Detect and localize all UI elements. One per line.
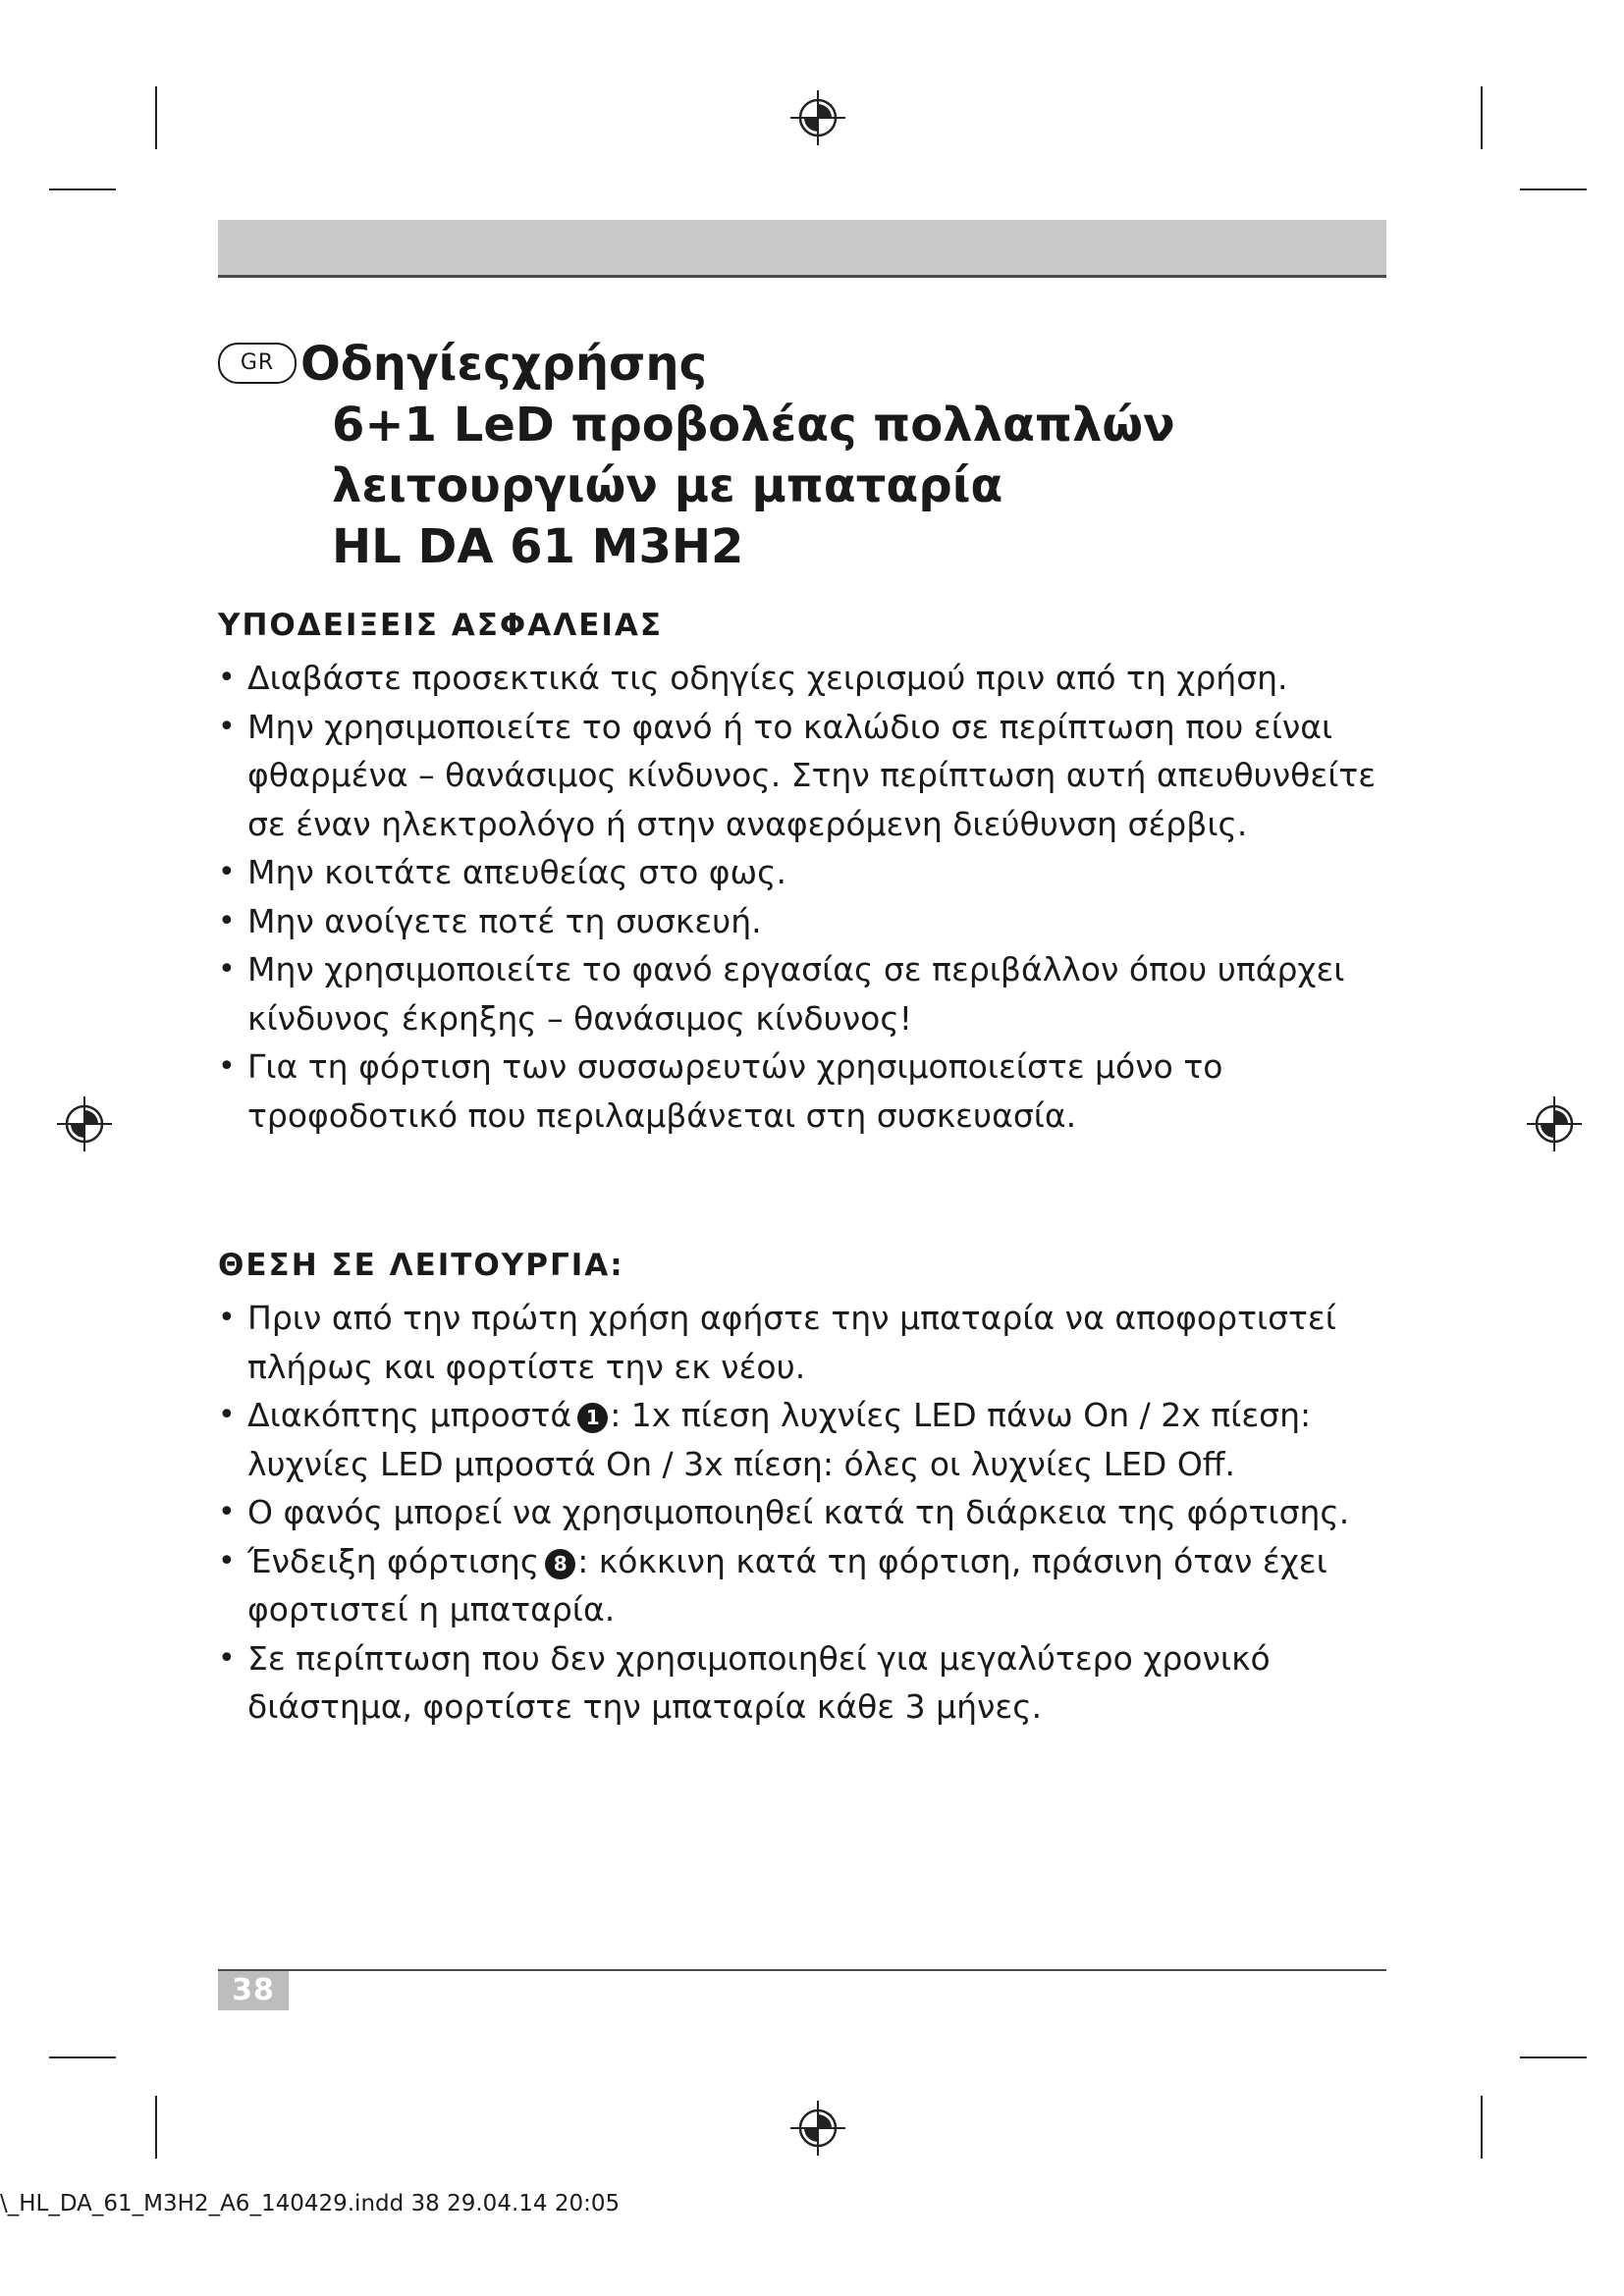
safety-section (218, 601, 1396, 1140)
title-line-3: λειτουργιών με μπαταρία (332, 458, 1003, 513)
operation-heading: ΘΕΣΗ ΣΕ ΛΕΙΤΟΥΡΓΙΑ: (218, 1248, 624, 1283)
list-item (218, 1537, 1396, 1634)
operation-list (218, 1294, 1396, 1732)
registration-mark-left-icon (57, 1096, 112, 1151)
item-text: : κόκκινη κατά τη φόρτιση, πράσινη όταν έχει φορτιστεί η μπαταρία. (247, 1541, 1327, 1629)
print-slug: \_HL_DA_61_M3H2_A6_140429.indd 38 29.04.14 20:05 (0, 2191, 621, 2216)
title-line-4: HL DA 61 M3H2 (332, 519, 744, 574)
title-line-2: 6+1 LeD προβολέας πολλαπλών (332, 398, 1175, 453)
title-line-1 (218, 334, 1396, 395)
list-item: • Ο φανός μπορεί να χρησιμοποιηθεί κατά τη διάρκεια της φόρτισης. (218, 1488, 1396, 1537)
crop-mark-top-left-vertical (155, 86, 157, 149)
operation-section (218, 1241, 1396, 1732)
safety-heading: ΥΠΟΔΕΙΞΕΙΣ ΑΣΦΑΛΕΙΑΣ (218, 608, 664, 643)
list-item: • Μην κοιτάτε απευθείας στο φως. (218, 848, 1396, 897)
crop-mark-top-right-horizontal (1520, 188, 1587, 190)
list-item: • Για τη φόρτιση των συσσωρευτών χρησιμοποιείστε μόνο το τροφοδοτικό που περιλαμβάνεται στη συσκευασία. (218, 1042, 1396, 1140)
registration-mark-right-icon (1527, 1096, 1582, 1151)
crop-mark-bottom-left-horizontal (49, 2056, 116, 2058)
language-badge: GR (218, 343, 297, 384)
safety-list (218, 654, 1396, 1140)
item-text: Διακόπτης μπροστά (247, 1396, 572, 1434)
crop-mark-bottom-right-horizontal (1520, 2056, 1587, 2058)
list-item (218, 1391, 1396, 1488)
list-item: • Πριν από την πρώτη χρήση αφήστε την μπαταρία να αποφορτιστεί πλήρως και φορτίστε την εκ νέου. (218, 1294, 1396, 1391)
registration-mark-top-icon (790, 90, 845, 145)
marker-8-icon: 8 (545, 1549, 575, 1579)
page-number: 38 (218, 1971, 289, 2010)
document-title (218, 334, 1396, 577)
item-text: Ένδειξη φόρτισης (247, 1541, 540, 1580)
header-bar (218, 220, 1386, 278)
list-item: • Μην χρησιμοποιείτε το φανό εργασίας σε περιβάλλον όπου υπάρχει κίνδυνος έκρηξης – θανάσιμος κίνδυνος! (218, 945, 1396, 1042)
crop-mark-bottom-left-vertical (155, 2096, 157, 2159)
list-item: • Σε περίπτωση που δεν χρησιμοποιηθεί για μεγαλύτερο χρονικό διάστημα, φορτίστε την μπαταρία κάθε 3 μήνες. (218, 1634, 1396, 1732)
title-text-1: Οδηγίεςχρήσης (300, 337, 708, 392)
crop-mark-top-right-vertical (1481, 86, 1483, 149)
registration-mark-bottom-icon (790, 2101, 845, 2156)
crop-mark-bottom-right-vertical (1481, 2096, 1483, 2159)
marker-1-icon: 1 (577, 1403, 608, 1433)
footer-rule (218, 1969, 1386, 1971)
crop-mark-top-left-horizontal (49, 188, 116, 190)
list-item: • Μην ανοίγετε ποτέ τη συσκευή. (218, 897, 1396, 946)
item-text: : 1x πίεση λυχνίες LED πάνω On / 2x πίεση: λυχνίες LED μπροστά On / 3x πίεση: όλες οι λυχνίες LED Off. (247, 1396, 1312, 1483)
list-item: • Διαβάστε προσεκτικά τις οδηγίες χειρισμού πριν από τη χρήση. (218, 654, 1396, 703)
list-item: • Μην χρησιμοποιείτε το φανό ή το καλώδιο σε περίπτωση που είναι φθαρμένα – θανάσιμος κίνδυνος. Στην περίπτωση αυτή απευθυνθείτε σε έναν ηλεκτρολόγο ή στην αναφερόμενη διεύθυνση σέρβις. (218, 703, 1396, 849)
